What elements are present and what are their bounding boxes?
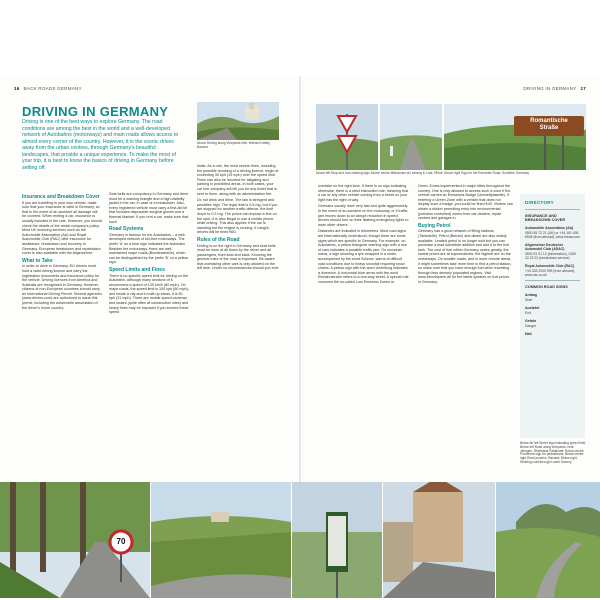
left-section-title: BACK ROADS GERMANY bbox=[23, 86, 82, 91]
sign-anfang-meaning: Start bbox=[525, 298, 533, 302]
rac-name: Royal Automobile Club (RAC) bbox=[525, 264, 575, 268]
rules-text: Driving is on the right in Germany and seat belts must be worn at all times by the driver and all passengers, front seat and back. Knowing the general rules of the road is important. Be aware that overtaking other cars is only allowed on the left lane. Under no circumstances should you ever bbox=[197, 243, 279, 271]
intro-paragraph: Driving is one of the best ways to explore Germany. The road conditions are among the best in the world and a well-developed network of Autobahns (motorways) and main roads allows access to almost every corner of the country. However, it is the scenic drives away from the urban centres, through Germany's beautiful landscapes, that provide a unique experience. To make the most of your trip, it is best to know the basics of driving in Germany before setting off. bbox=[22, 119, 179, 171]
aa-contact: 0800 85 72 21 (UK) or +44 161 495 8945 (from abroad), www.theaa.com bbox=[525, 231, 580, 239]
sign-gefahr-meaning: Danger bbox=[525, 324, 537, 328]
heading-what-to-take: What to Take bbox=[22, 257, 53, 264]
sidebar-heading-insurance: INSURANCE AND BREAKDOWN COVER bbox=[525, 214, 566, 222]
heading-rules-of-road: Rules of the Road bbox=[197, 236, 240, 243]
adac-name: Allgemeiner Deutscher Automobil Club (ADAC) bbox=[525, 243, 565, 251]
road-signs-text: Distances are indicated in kilometres. Most road signs are internationally understood, though there are some signs which are specific to Germany. For example, on Autobahns, a yellow triangular warning sign with a row of cars indicates a possible traffic jam. On mountain roads, a sign showing a tyre wrapped in a chain, accompanied by the word Schnee, warns of difficult road conditions due to heavy snowfall requiring snow chains. A yellow sign with the word Umleitung indicates a diversion. A horizontal blue arrow with the word Einbahnstraße refers to a one-way street. A special rule concerns the so-called Low Emission Zones or bbox=[318, 229, 409, 284]
page-title: DRIVING IN GERMANY bbox=[22, 104, 169, 119]
sign-halt: Halt bbox=[525, 332, 532, 336]
right-section-title: DRIVING IN GERMANY bbox=[523, 86, 577, 91]
left-page-header bbox=[14, 86, 82, 91]
romantic-road-sign-text bbox=[516, 118, 582, 132]
green-zone-text: Green Zones implemented in major cities throughout the country. One is only allowed to access such a zone if the vehicle carries an Emissions Badge (Umweltplakette). If entering a Green Zone with a vehicle that does not display such a badge, you could be fined €40. Visitors can obtain a sticker permitting entry into environmental (pollution controlled) zones from car dealers, repair centres and garages in bbox=[418, 184, 513, 221]
text-column-4 bbox=[318, 184, 410, 286]
bottom-photo-strip bbox=[0, 482, 600, 598]
castle-photo bbox=[197, 102, 279, 140]
directory-sidebar bbox=[520, 194, 585, 438]
castle-caption: Above Driving along Vineyards hills, Wertach Valley, Bavaria bbox=[197, 141, 271, 149]
text-column-5 bbox=[418, 184, 513, 286]
speed-limit-road-photo bbox=[0, 482, 150, 598]
insurance-text: If you are travelling in your own vehicle, make sure that your insurance is valid in Germany, so that in the event of an accident all damage will be covered. When renting a car, insurance is usually included in the rate. However, you should check the details of the rental company's policy. Most UK motoring services such as the Automobile Association (AA) and Royal Automobile Club (RAC) offer insurance for assistance, breakdown and recovery in Germany. European breakdown and repatriation cover is also available with the Allgemeiner. bbox=[22, 200, 102, 256]
road-junction-photo bbox=[383, 482, 495, 598]
right-page-header bbox=[523, 86, 586, 91]
speed-limit-number: 70 bbox=[116, 537, 126, 546]
overtaking-text: overtake on the right lane. If there is no sign indicating otherwise, there is a strict instruction rule, meaning that a car or any other vehicle coming from a street on your right has the right of way. bbox=[318, 184, 409, 202]
fines-text: limits. As a rule, the most severe fines, including the possible revoking of a driving licence, begin at exceeding 30 kph (19 mph) over the speed limit. Fines can also be incurred for tailgating and parking in prohibited areas. In both cases, your car hire company will bill you for any ticket that is sent to them, along with an administration fee. bbox=[197, 164, 279, 196]
seatbelt-text: Seat belts are compulsory in Germany and there must be a warning triangle and a high-visibility jacket in the car, in case of a breakdown. Also, every registered vehicle must carry a first-aid kit that includes disposable surgical gloves and a thermal blanket. If you rent a car, make sure that such bbox=[109, 192, 189, 224]
rac-contact: +44 333 2000 999 (from abroad); www.rac.co.uk bbox=[525, 269, 575, 277]
sidebar-divider-2 bbox=[525, 280, 580, 281]
sign-gefahr: Gefahr bbox=[525, 319, 537, 323]
bottom-photos-caption: Below far left Street sign indicating speed limit; Below left Road along vineyards, near Jetingen, Rheinland-Palatinate; Below centre Prominent sign for pedestrians; Below centre right Road junction, Bavaria; Below right Winding road through Lower Saxony bbox=[520, 441, 586, 464]
page-gutter bbox=[299, 76, 301, 522]
speed-limits-text: There is no specific speed limit for driving on the Autobahn, although many sections of it recommend a speed of 130 km/h (80 mph). On major roads, the speed limit is 100 kph (60 mph), and inside a city and in built-up areas, it is 50 kph (31 mph). There are mobile speed cameras and radars (quite often at construction sites) and heavy fines may be imposed if you exceed these speed bbox=[109, 273, 189, 315]
sign-ausfahrt: Ausfahrt bbox=[525, 306, 540, 310]
drink-drive-text: Do not drink and drive. The law is stringent and penalties high. The legal limit is 0.5 mg, but if you are stopped for another traffic offence, the limit drops to 0.3 mg. The police can impose a fine on the spot. It is also illegal to use a mobile phone while driving. This also applies if the car is standing but the engine is running. If caught, drivers will be fined €60. bbox=[197, 198, 278, 235]
heading-insurance: Insurance and Breakdown Cover bbox=[22, 194, 100, 200]
text-column-2 bbox=[109, 192, 189, 317]
adac-contact: 0800 51 01 12 (information), 0180 22 22 22 (breakdown service) bbox=[525, 252, 577, 260]
book-spread bbox=[0, 76, 600, 546]
heading-speed-limits: Speed Limits and Fines bbox=[109, 266, 165, 273]
road-sign-line2: Straße bbox=[539, 125, 559, 131]
heading-buying-petrol: Buying Petrol bbox=[418, 222, 451, 229]
aa-name: Automobile Association (AA) bbox=[525, 226, 574, 230]
vineyard-road-photo bbox=[151, 482, 291, 598]
pedestrian-sign-photo bbox=[292, 482, 382, 598]
sidebar-heading-road-signs: COMMON ROAD SIGNS bbox=[525, 285, 568, 289]
stop-sign-photo bbox=[316, 104, 378, 170]
winding-road-photo bbox=[496, 482, 600, 598]
romantic-road-sign-photo bbox=[444, 104, 586, 170]
left-page-number: 16 bbox=[14, 86, 20, 91]
heading-road-systems: Road Systems bbox=[109, 226, 144, 233]
text-column-1 bbox=[22, 192, 102, 312]
sidebar-divider bbox=[525, 209, 580, 210]
road-sign-line1: Romantische bbox=[530, 118, 568, 124]
directory-title: DIRECTORY bbox=[525, 200, 554, 205]
signs-caption: Above left Stop and Low clearing sign; Above centre Milestones at Leeburg in Lahr, Rhine; Above right Sign for the Romantic Road, Southern Germany bbox=[316, 171, 529, 175]
accident-text: Germans usually drive very fast and quite aggressively. In the event of an accident on the motorway, or if traffic jam moves down to an abrupt reduction in speed, drivers should turn on their flashing emergency lights to warn other drivers. bbox=[318, 204, 409, 227]
road-systems-text: Germany is famous for the Autobahns – a well-developed network of toll-free motorways. The prefix 'A' on a blue sign indicates the Autobahn. Besides the motorways, there are well-maintained major roads (Bundesstraße), which can be distinguished by the prefix 'B' on a yellow sign. bbox=[109, 232, 189, 265]
sign-ausfahrt-meaning: Exit bbox=[525, 311, 531, 315]
text-column-3 bbox=[197, 164, 279, 273]
petrol-text: Germany has a good network of filling stations (Tankstelle). Petrol (Benzin) and diesel are also widely available. Leaded petrol is no longer sold but you can purchase a lead substitute additive and add it to the fuel tank. The cost of fuel within Germany varies greatly, the lowest prices are at supermarkets; the highest are on the motorways. On smaller roads, and in more remote areas, it might sometimes take more time to find a petrol station, so make sure that you have enough fuel when travelling through less densely populated regions. Visit www.benzinpreis.de for the latest updates on fuel prices in Germany. bbox=[418, 229, 512, 284]
what-to-take-text: In order to drive in Germany, EU drivers must hold a valid driving licence and carry the registration documents and insurance policy for the vehicle. Driving licences from America and Australia are recognized in Germany. However, citizens of non-European countries should carry an International Driving Permit. Several agencies (www.drivers.com) are authorized to issue this permit, including the automobile association of the driver's home country. bbox=[22, 264, 102, 310]
right-page-number: 17 bbox=[580, 86, 586, 91]
milestone-road-photo bbox=[380, 104, 442, 170]
sign-anfang: Anfang bbox=[525, 293, 538, 297]
